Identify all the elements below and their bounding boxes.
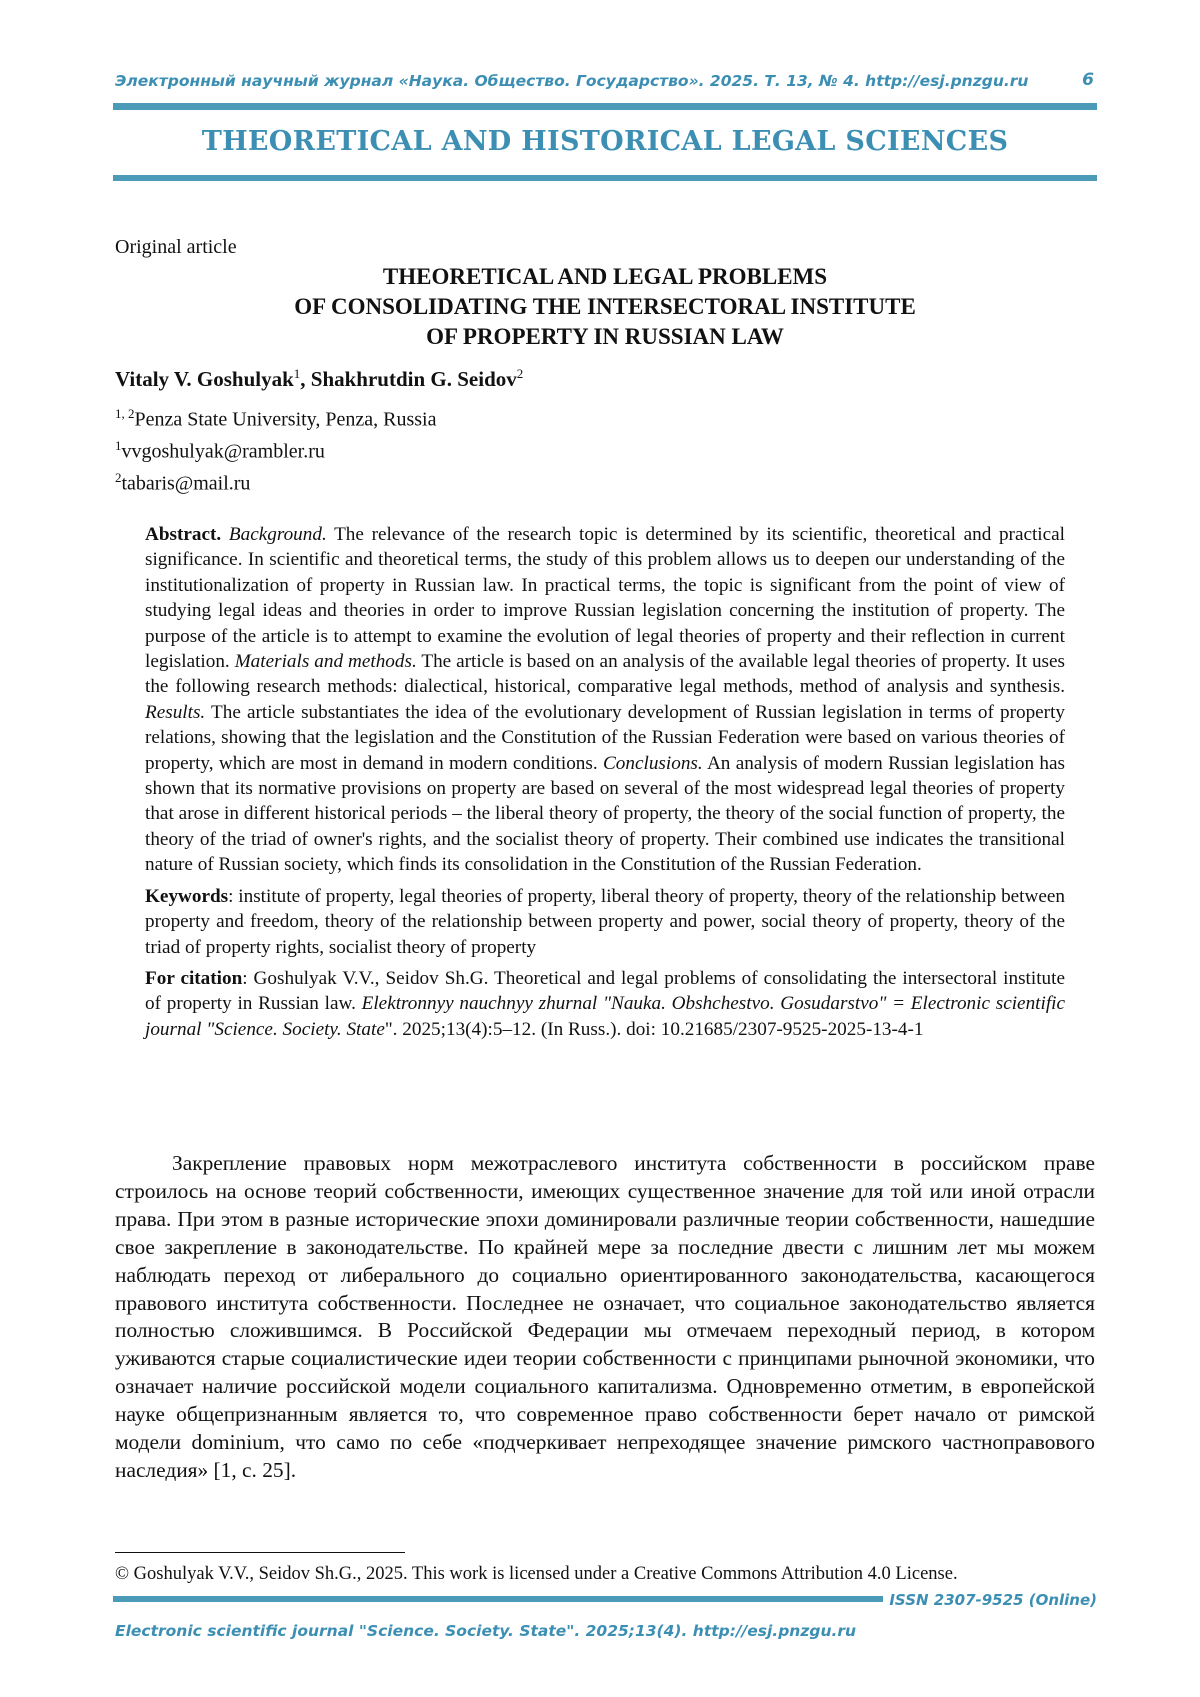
methods-text: The article is based on an analysis of the available legal theories of property. It uses the following research methods: dialectical, historical, comparative legal methods, method of analysis and synthesis. [145, 651, 1066, 698]
citation-text: : Goshulyak V.V., Seidov Sh.G. Theoretical and legal problems of consolidating the intersectoral institute of property in Russian law. [145, 967, 1065, 1015]
abstract-label: Abstract. [145, 524, 222, 545]
author-email [115, 470, 250, 496]
footer-rule [113, 1596, 883, 1602]
background-label: Background. [228, 524, 327, 545]
section-title: THEORETICAL AND HISTORICAL LEGAL SCIENCES [201, 126, 1009, 157]
author-sup: 1 [293, 366, 301, 381]
email-sup: 1 [115, 438, 122, 453]
article-type: Original article [115, 236, 237, 258]
citation-paragraph [145, 966, 1065, 1042]
methods-label: Materials and methods. [234, 651, 417, 673]
email-text[interactable]: vvgoshulyak@rambler.ru [121, 440, 325, 463]
background-text: The relevance of the research topic is determined by its scientific, theoretical and practical significance. In scientific and theoretical terms, the study of this problem allows us to deepen our understanding of the institutionalization of property in Russian law. In practical terms, the topic is significant from the point of view of studying legal ideas and theories in order to improve Russian legislation concerning the institution of property. The purpose of the article is to attempt to examine the evolution of legal theories of property and their reflection in current legislation. [145, 524, 1065, 673]
citation-doi: ". 2025;13(4):5–12. (In Russ.). doi: 10.21685/2307-9525-2025-13-4-1 [384, 1018, 924, 1040]
author-email [115, 438, 325, 464]
affiliation-text: Penza State University, Penza, Russia [134, 408, 437, 431]
citation-label: For citation [145, 967, 243, 989]
running-footer-journal: Electronic scientific journal "Science. Society. State". 2025;13(4). http://esj.pnzgu.ru [115, 1622, 857, 1640]
email-text[interactable]: tabaris@mail.ru [121, 472, 251, 495]
body-paragraph: Закрепление правовых норм межотраслевого института собственности в российском праве строилось на основе теорий собственности, имеющих существенное значение для той или иной отрасли права. При этом в разные исторические эпохи доминировали различные теории собственности, нашедшие свое закрепление в законодательстве. По крайней мере за последние двести с лишним лет мы можем наблюдать переход от либерального до социально ориентированного законодательства, касающегося правового института собственности. Последнее не означает, что социальное законодательство является полностью сложившимся. В Российской Федерации мы отмечаем переходный период, в котором уживаются старые социалистические идеи теории собственности с принципами рыночной экономики, что означает наличие российской модели социального капитализма. Одновременно отметим, в европейской науке общепризнанным является то, что современное право собственности берет начало от римской модели dominium, что само по себе «подчеркивает непреходящее значение римского частноправового наследия» [1, с. 25]. [115, 1151, 1095, 1482]
author-separator: , [300, 367, 311, 391]
keywords-paragraph [145, 884, 1065, 960]
header-rule-top [113, 103, 1097, 110]
author-list [115, 366, 523, 392]
author-name: Shakhrutdin G. Seidov [310, 367, 517, 391]
conclusions-label: Conclusions. [603, 752, 703, 774]
keywords-text: : institute of property, legal theories of property, liberal theory of property, theory of the relationship between property and freedom, theory of the relationship between property and power, social theory of property, theory of the triad of property rights, socialist theory of property [145, 885, 1065, 958]
title-line: THEORETICAL AND LEGAL PROBLEMS [382, 264, 828, 289]
running-header-journal: Электронный научный журнал «Наука. Общество. Государство». 2025. Т. 13, № 4. http://esj.pnzgu.ru [115, 72, 1029, 90]
affiliation [115, 406, 436, 432]
author-name: Vitaly V. Goshulyak [115, 367, 294, 391]
body-text [115, 1150, 1095, 1485]
affiliation-sup: 1, 2 [115, 406, 135, 421]
keywords-label: Keywords [145, 885, 229, 907]
results-text: The article substantiates the idea of the evolutionary development of Russian legislation in terms of property relations, showing that the legislation and the Constitution of the Russian Federation were based on various theories of property, which are most in demand in modern conditions. [145, 701, 1065, 774]
citation-journal: Elektronnyy nauchnyy zhurnal "Nauka. Obshchestvo. Gosudarstvo" = Electronic scientific journal "Science. Society. State [145, 993, 1065, 1040]
author-sup: 2 [516, 366, 524, 381]
abstract-paragraph [145, 522, 1065, 878]
page-number: 6 [1082, 70, 1094, 90]
abstract-block [145, 522, 1065, 1048]
issn: ISSN 2307-9525 (Online) [889, 1591, 1097, 1609]
copyright-notice: © Goshulyak V.V., Seidov Sh.G., 2025. This work is licensed under a Creative Commons Attribution 4.0 License. [115, 1564, 958, 1584]
title-line: OF CONSOLIDATING THE INTERSECTORAL INSTITUTE [294, 294, 916, 319]
email-sup: 2 [115, 470, 122, 485]
title-line: OF PROPERTY IN RUSSIAN LAW [426, 324, 784, 349]
header-rule-bottom [113, 175, 1097, 181]
results-label: Results. [145, 701, 206, 723]
article-title [115, 262, 1095, 352]
conclusions-text: An analysis of modern Russian legislation has shown that its normative provisions on property are based on several of the most widespread legal theories of property that arose in different historical periods – the liberal theory of property, the theory of the social function of property, the theory of the triad of owner's rights, and the socialist theory of property. Their combined use indicates the transitional nature of Russian society, which finds its consolidation in the Constitution of the Russian Federation. [145, 752, 1065, 876]
footnote-rule [115, 1552, 405, 1553]
